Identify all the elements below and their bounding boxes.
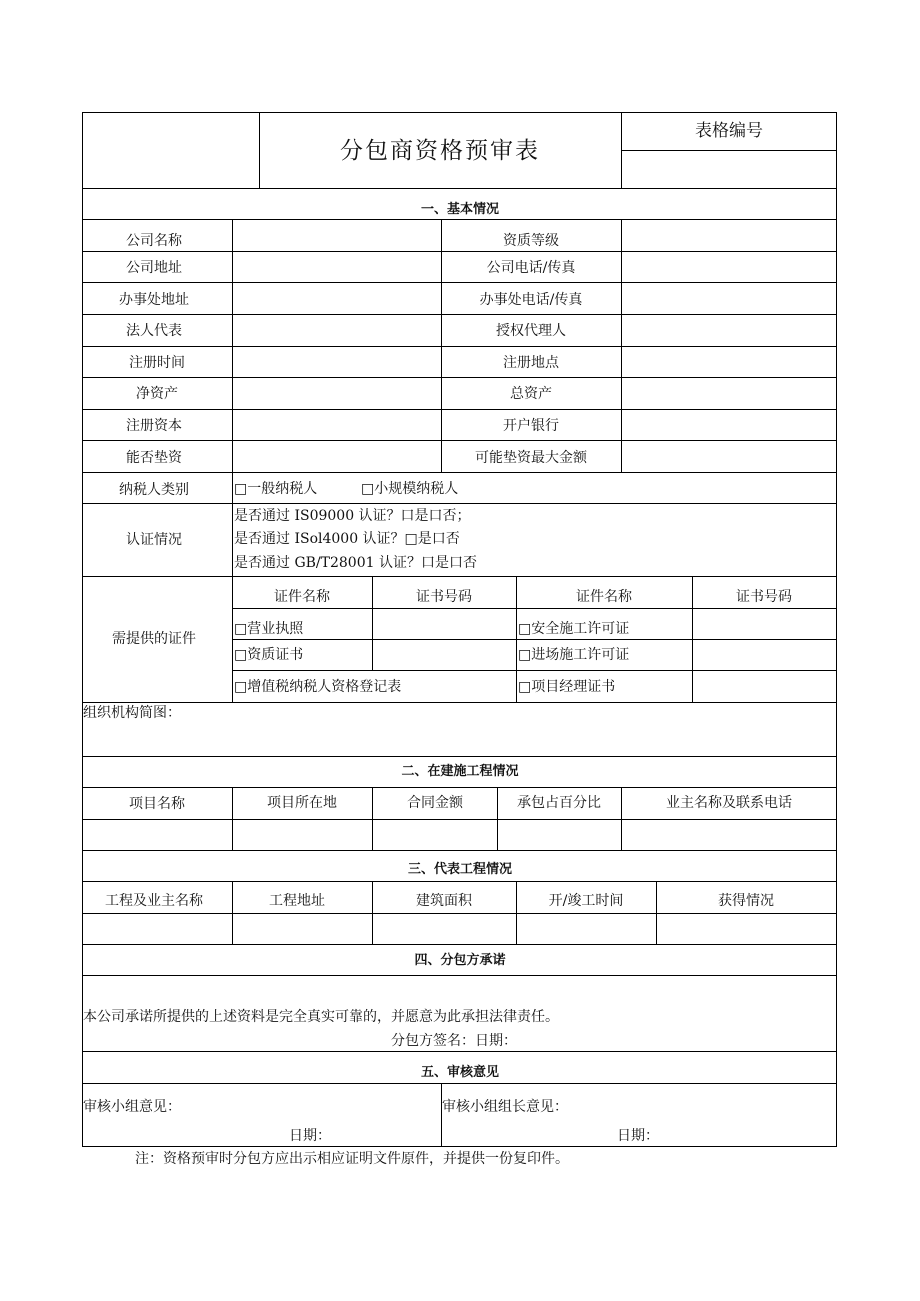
divider <box>232 608 837 609</box>
divider <box>82 756 837 757</box>
certification-gbt28001: 是否通过 GB/T28001 认证？口是口否 <box>234 555 477 571</box>
column-header-doc-name: 证件名称 <box>274 589 330 605</box>
divider <box>232 472 233 702</box>
checkbox-site-entry-permit[interactable]: □进场施工许可证 <box>518 647 630 663</box>
divider <box>82 850 837 851</box>
page-title: 分包商资格预审表 <box>340 138 540 164</box>
certification-iso9000: 是否通过 IS09000 认证？口是口否； <box>234 508 471 524</box>
divider <box>232 639 837 640</box>
column-header-cert-number: 证书号码 <box>416 589 472 605</box>
label-legal-representative: 法人代表 <box>126 323 182 339</box>
divider <box>82 282 837 283</box>
divider <box>82 913 837 914</box>
divider <box>372 576 373 670</box>
divider <box>82 1051 837 1052</box>
label-required-documents: 需提供的证件 <box>112 631 196 647</box>
divider <box>82 881 837 882</box>
divider <box>82 440 837 441</box>
checkbox-vat-registration[interactable]: □增值税纳税人资格登记表 <box>234 679 402 695</box>
column-header: 工程地址 <box>269 893 325 909</box>
divider <box>259 112 260 188</box>
checkbox-qualification-certificate[interactable]: □资质证书 <box>234 647 304 663</box>
label-office-address: 办事处地址 <box>119 292 189 308</box>
label-company-phone-fax: 公司电话/传真 <box>486 260 576 276</box>
column-header: 获得情况 <box>718 893 774 909</box>
column-header: 合同金额 <box>407 795 463 811</box>
label-authorized-agent: 授权代理人 <box>496 323 566 339</box>
table-border-bottom <box>82 1146 837 1147</box>
label-review-date: 日期： <box>289 1128 331 1144</box>
divider <box>82 576 837 577</box>
label-bank: 开户银行 <box>503 418 559 434</box>
section-heading-basic-info: 一、基本情况 <box>420 202 500 217</box>
table-border-right <box>836 112 837 1147</box>
checkbox-business-license[interactable]: □营业执照 <box>234 621 304 637</box>
label-total-assets: 总资产 <box>510 386 552 402</box>
label-net-assets: 净资产 <box>136 386 178 402</box>
divider <box>82 377 837 378</box>
column-header: 开/竣工时间 <box>548 893 624 909</box>
column-header: 业主名称及联系电话 <box>666 795 792 811</box>
divider <box>82 1083 837 1084</box>
divider <box>82 819 837 820</box>
checkbox-safety-permit[interactable]: □安全施工许可证 <box>518 621 630 637</box>
commitment-statement: 本公司承诺所提供的上述资料是完全真实可靠的，并愿意为此承担法律责任。 <box>83 1009 559 1025</box>
footnote: 注：资格预审时分包方应出示相应证明文件原件，并提供一份复印件。 <box>135 1151 569 1167</box>
table-border-top <box>82 112 837 113</box>
label-company-name: 公司名称 <box>126 233 182 249</box>
section-heading-ongoing-projects: 二、在建施工程情况 <box>401 764 519 779</box>
column-header-doc-name: 证件名称 <box>576 589 632 605</box>
label-advance-funding: 能否垫资 <box>126 450 182 466</box>
label-certification: 认证情况 <box>126 532 182 548</box>
column-header: 工程及业主名称 <box>105 893 203 909</box>
form-number-label: 表格编号 <box>695 121 763 141</box>
divider <box>82 409 837 410</box>
divider <box>232 670 837 671</box>
divider <box>82 188 837 189</box>
divider <box>82 251 837 252</box>
signature-date-line: 分包方签名：日期： <box>391 1033 517 1049</box>
certification-iso14000: 是否通过 ISol4000 认证？□是口否 <box>234 531 460 547</box>
label-registration-time: 注册时间 <box>129 355 185 371</box>
divider <box>82 944 837 945</box>
column-header: 建筑面积 <box>416 893 472 909</box>
label-office-phone-fax: 办事处电话/传真 <box>479 292 583 308</box>
divider <box>82 503 837 504</box>
divider <box>82 975 837 976</box>
divider <box>82 219 837 220</box>
label-leader-review-date: 日期： <box>617 1128 659 1144</box>
checkbox-small-taxpayer[interactable]: □小规模纳税人 <box>361 481 459 497</box>
form-table <box>82 112 837 1147</box>
divider <box>441 1083 442 1147</box>
column-header-cert-number: 证书号码 <box>736 589 792 605</box>
section-heading-commitment: 四、分包方承诺 <box>414 953 506 968</box>
divider <box>82 702 837 703</box>
section-heading-review: 五、审核意见 <box>420 1065 500 1080</box>
checkbox-project-manager-certificate[interactable]: □项目经理证书 <box>518 679 616 695</box>
label-qualification-grade: 资质等级 <box>503 233 559 249</box>
label-org-chart: 组织机构简图： <box>83 705 181 721</box>
label-company-address: 公司地址 <box>126 260 182 276</box>
column-header: 项目所在地 <box>267 795 337 811</box>
label-review-leader-opinion: 审核小组组长意见： <box>442 1099 568 1115</box>
label-review-group-opinion: 审核小组意见： <box>83 1099 181 1115</box>
divider <box>621 150 837 151</box>
label-registration-place: 注册地点 <box>503 355 559 371</box>
checkbox-general-taxpayer[interactable]: □一般纳税人 <box>234 481 318 497</box>
divider <box>82 472 837 473</box>
divider <box>82 346 837 347</box>
label-taxpayer-type: 纳税人类别 <box>119 482 189 498</box>
label-max-advance-amount: 可能垫资最大金额 <box>475 450 587 466</box>
column-header: 项目名称 <box>129 796 185 812</box>
column-header: 承包占百分比 <box>517 795 601 811</box>
divider <box>82 314 837 315</box>
section-heading-representative-projects: 三、代表工程情况 <box>407 862 513 877</box>
table-border-left <box>82 112 83 1147</box>
label-registered-capital: 注册资本 <box>126 418 182 434</box>
divider <box>82 787 837 788</box>
